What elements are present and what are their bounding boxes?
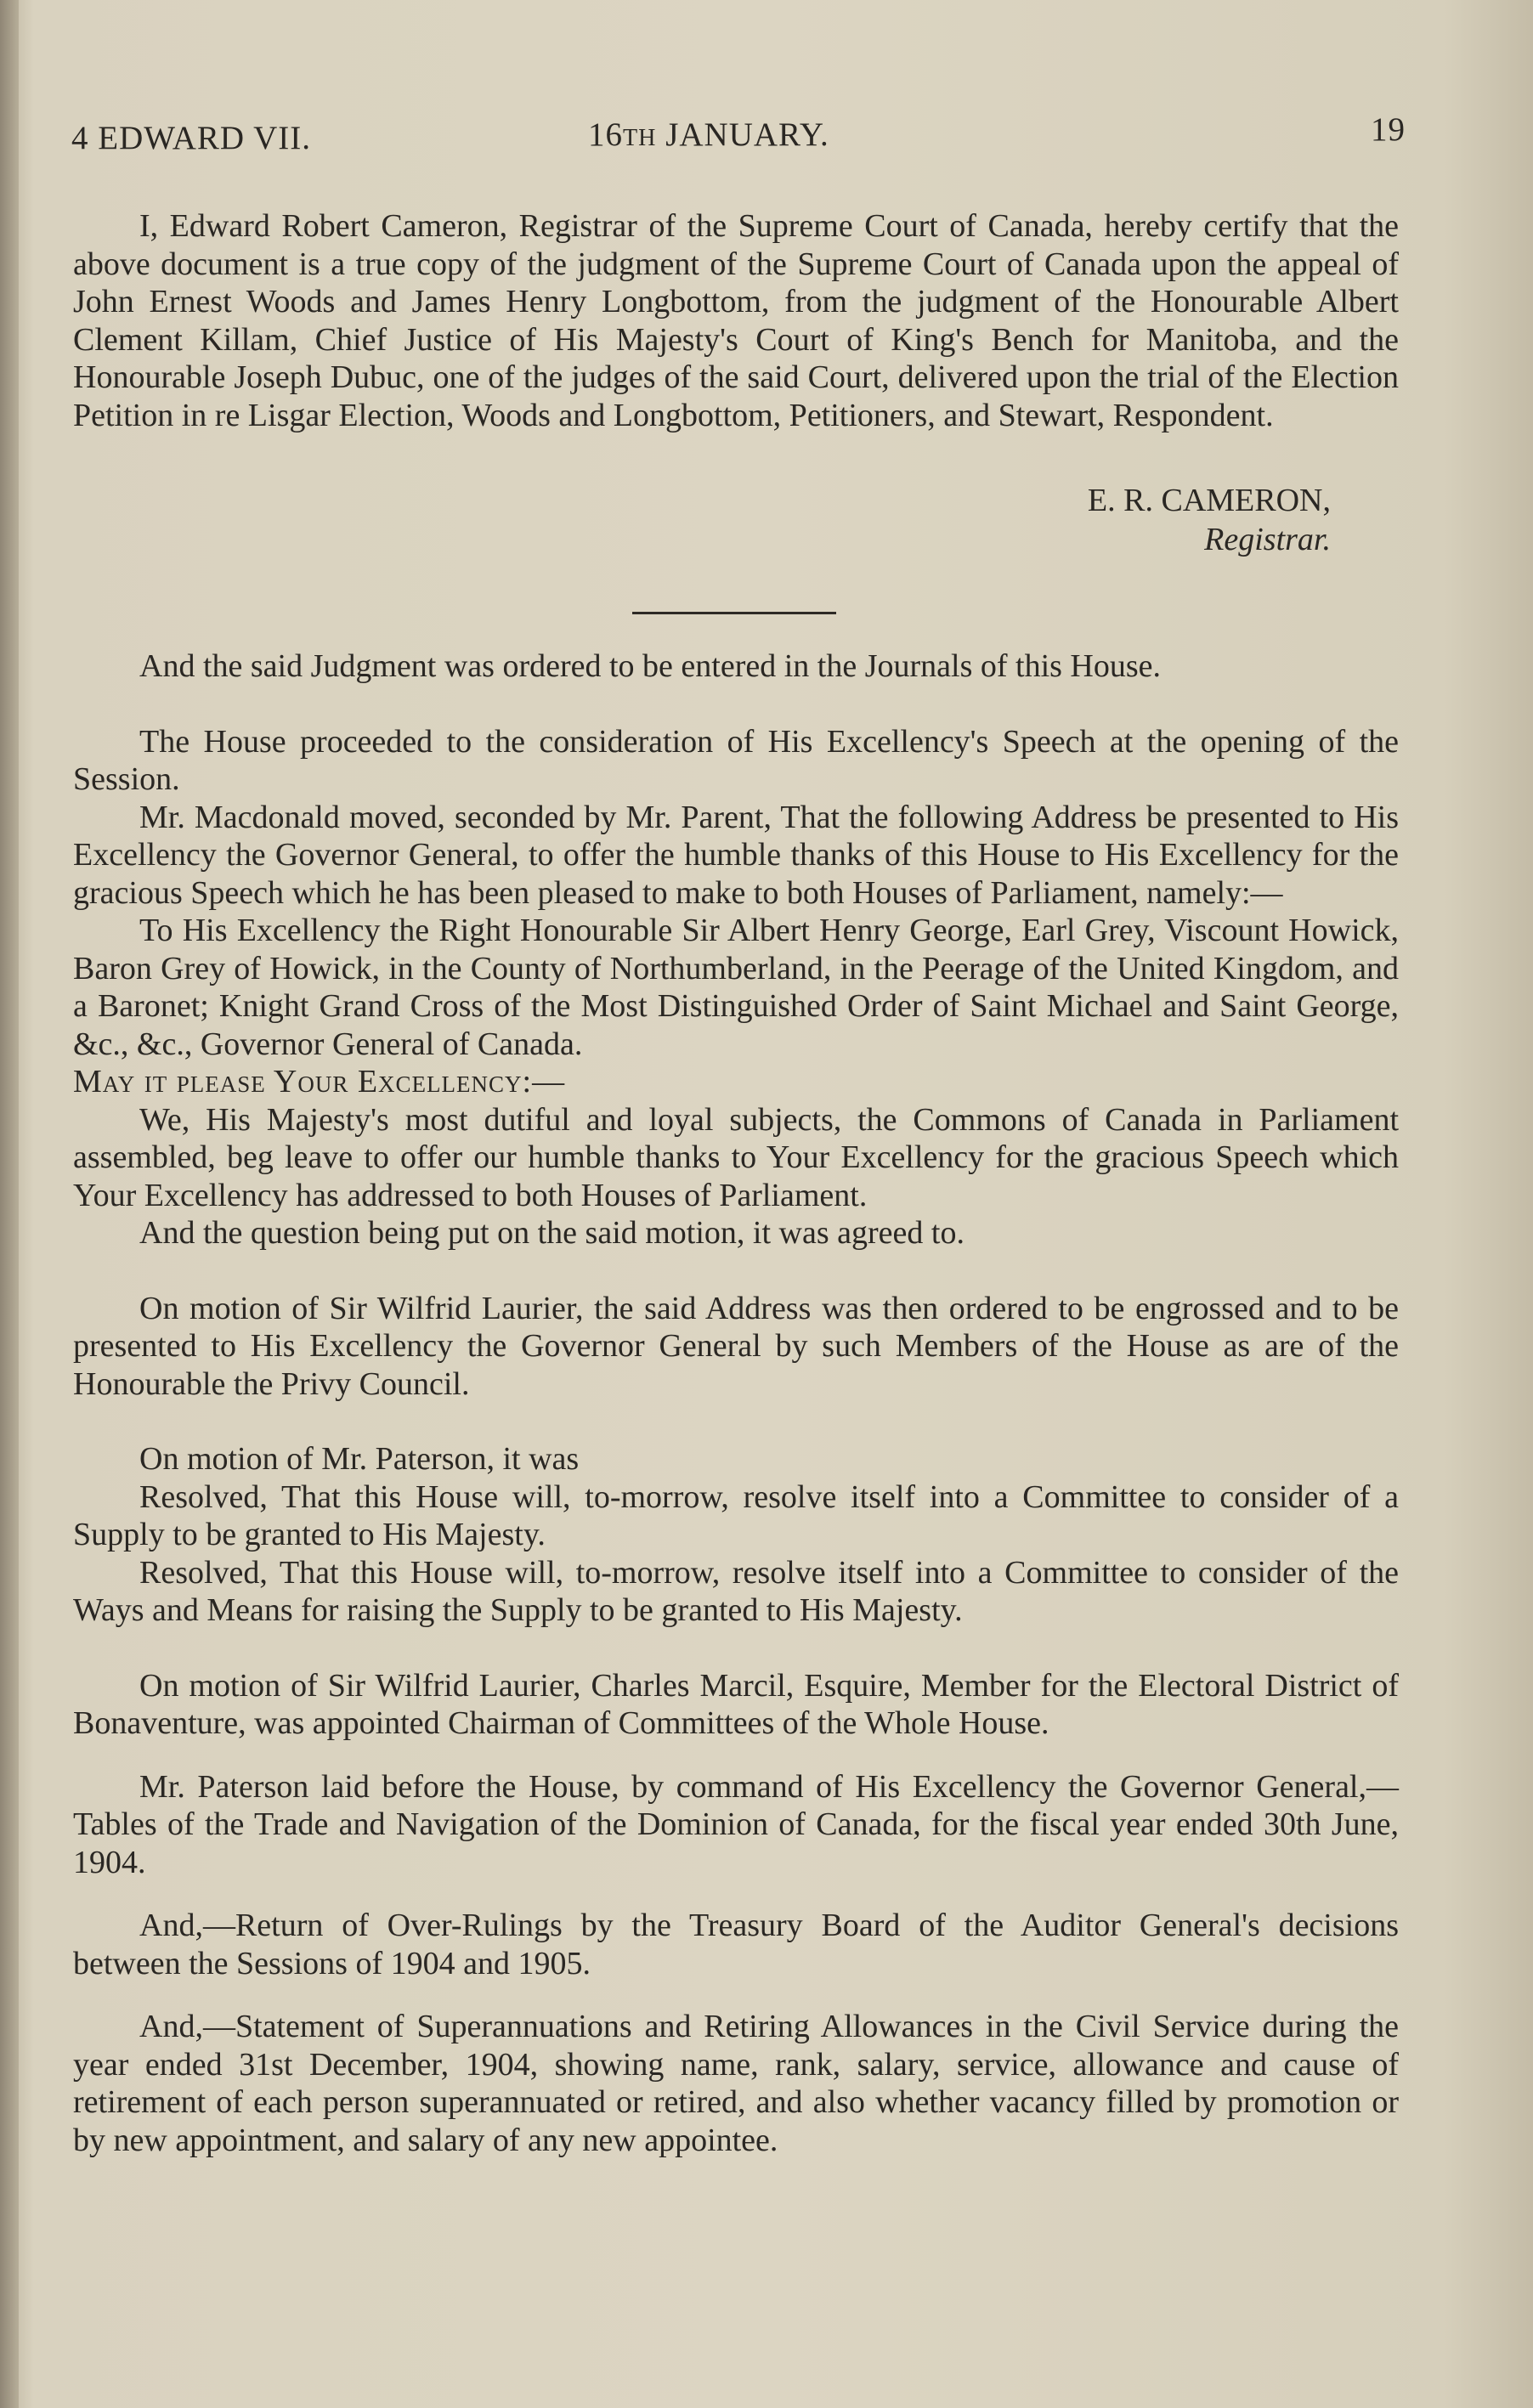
paragraph-resolved-ways-means: Resolved, That this House will, to-morrow, resolve itself into a Committee to consider of the Ways and Means for raising the Supply to be granted to His Majesty. xyxy=(73,1554,1399,1628)
section-divider xyxy=(632,612,836,614)
header-date xyxy=(588,116,829,154)
header-regnal-year: 4 EDWARD VII. xyxy=(71,120,312,156)
certificate-text: I, Edward Robert Cameron, Registrar of the Supreme Court of Canada, hereby certify that the above document is a true copy of the judgment of the Supreme Court of Canada upon the appeal of John Ernest Woods and James Henry Longbottom, from the judgment of the Honourable Albert Clement Killam, Chief Justice of His Majesty's Court of King's Bench for Manitoba, and the Honourable Joseph Dubuc, one of the judges of the said Court, delivered upon the trial of the Election Petition in re Lisgar Election, Woods and Longbottom, Petitioners, and Stewart, Respondent. xyxy=(73,208,1399,433)
header-date-suffix: TH xyxy=(623,125,657,151)
page-number: 19 xyxy=(1371,111,1406,148)
paragraph-motion-agreed: And the question being put on the said motion, it was agreed to. xyxy=(139,1215,964,1251)
paragraph-address-body: We, His Majesty's most dutiful and loyal subjects, the Commons of Canada in Parliament assembled, beg leave to offer our humble thanks to Your Excellency for the gracious Speech which Your Excellency has addressed to both Houses of Parliament. xyxy=(73,1101,1399,1213)
header-date-day: 16 xyxy=(588,116,623,153)
paragraph-speech-consideration: The House proceeded to the consideration of His Excellency's Speech at the opening of the Session. xyxy=(73,723,1399,797)
paragraph-judgment-entered: And the said Judgment was ordered to be entered in the Journals of this House. xyxy=(139,648,1162,684)
paragraph-paterson-motion: On motion of Mr. Paterson, it was xyxy=(139,1441,580,1477)
binding-gutter xyxy=(0,0,19,2408)
signature-block xyxy=(1000,481,1331,559)
paragraph-over-rulings: And,—Return of Over-Rulings by the Treasury Board of the Auditor General's decisions between the Sessions of 1904 and 1905. xyxy=(73,1908,1399,1981)
paragraph-superannuations: And,—Statement of Superannuations and Retiring Allowances in the Civil Service during the year ended 31st December, 1904, showing name, rank, salary, service, allowance and cause of retirement of each person superannuated or retired, and also whether vacancy filled by promotion or by new appointment, and salary of any new appointee. xyxy=(73,2009,1399,2158)
signer-name: E. R. CAMERON, xyxy=(1087,483,1331,518)
paragraph-resolved-supply: Resolved, That this House will, to-morrow, resolve itself into a Committee to consider of a Supply to be granted to His Majesty. xyxy=(73,1478,1399,1552)
paragraph-address-engrossed: On motion of Sir Wilfrid Laurier, the said Address was then ordered to be engrossed and to be presented to His Excellency the Governor General by such Members of the House as are of the Honourable the Privy Council. xyxy=(73,1290,1399,1402)
paragraph-address-motion: Mr. Macdonald moved, seconded by Mr. Parent, That the following Address be presented to His Excellency the Governor General, to offer the humble thanks of this House to His Excellency for the gracious Speech which he has been pleased to make to both Houses of Parliament, namely:— xyxy=(73,799,1399,911)
paragraph-address-salutation: To His Excellency the Right Honourable Sir Albert Henry George, Earl Grey, Viscount Howick, Baron Grey of Howick, in the County of Northumberland, in the Peerage of the United Kingdom, and a Baronet; Knight Grand Cross of the Most Distinguished Order of Saint Michael and Saint George, &c., &c., Governor General of Canada. xyxy=(73,913,1399,1062)
paragraph-trade-tables: Mr. Paterson laid before the House, by command of His Excellency the Governor General,—Tables of the Trade and Navigation of the Dominion of Canada, for the fiscal year ended 30th June, 1904. xyxy=(73,1768,1399,1880)
certificate-block xyxy=(73,207,1399,434)
signer-title: Registrar. xyxy=(1204,522,1331,557)
journal-body xyxy=(73,647,1399,2159)
page-header xyxy=(71,111,1406,161)
paragraph-may-it-please: May it please Your Excellency:— xyxy=(73,1064,566,1099)
paragraph-chairman-appointed: On motion of Sir Wilfrid Laurier, Charles Marcil, Esquire, Member for the Electoral District of Bonaventure, was appointed Chairman of Committees of the Whole House. xyxy=(73,1667,1399,1741)
header-date-month: JANUARY. xyxy=(656,116,829,153)
